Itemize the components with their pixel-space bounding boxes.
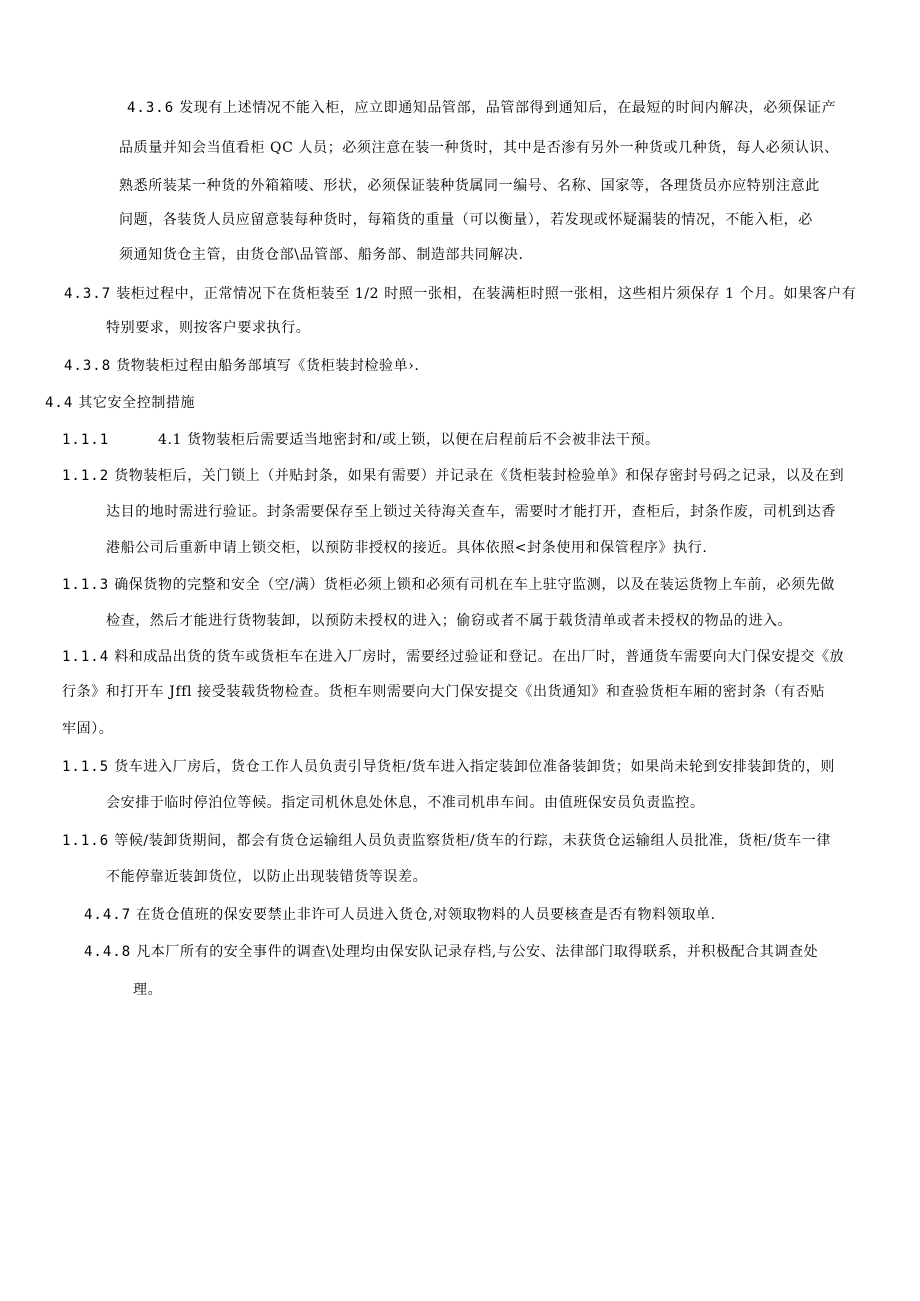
clause-number: 1.1.6 (62, 833, 110, 849)
paragraph-line: 4.1 货物装柜后需要适当地密封和/或上锁，以便在启程前后不会被非法干预。 (158, 432, 660, 448)
clause-number: 1.1.2 (62, 468, 110, 484)
paragraph-line (84, 945, 818, 959)
clause-text: 货物装柜过程由船务部填写《货柜装封检验单›. (111, 358, 420, 374)
clause-number: 1.1.1 (62, 432, 110, 448)
paragraph-line (62, 578, 835, 592)
clause-number: 4.3.7 (64, 286, 112, 302)
section-heading (45, 396, 195, 410)
clause-number: 4.4.8 (84, 944, 132, 960)
clause-number: 1.1.5 (62, 759, 110, 775)
paragraph-line: 牢固）。 (62, 721, 114, 737)
paragraph-line (64, 359, 419, 373)
clause-text: 料和成品出货的货车或货柜车在进入厂房时，需要经过验证和登记。在出厂时，普通货车需要向大门保安提交《放 (109, 649, 845, 665)
paragraph-line (84, 908, 716, 922)
paragraph-line: 问题，各装货人员应留意装每种货时，每箱货的重量（可以衡量），若发现或怀疑漏装的情况，不能入柜，必 (119, 212, 813, 228)
clause-number: 1.1.3 (62, 577, 110, 593)
paragraph-line (62, 760, 835, 774)
paragraph-line: 熟悉所装某一种货的外箱箱唛、形状，必须保证装种货属同一编号、名称、国家等，各理货员亦应特别注意此 (119, 178, 820, 194)
paragraph-line: 品质量并知会当值看柜 QC 人员；必须注意在装一种货时，其中是否渗有另外一种货或几种货，每人必须认识、 (119, 140, 839, 156)
paragraph-line: 检查，然后才能进行货物装卸，以预防未授权的进入；偷窃或者不属于载货清单或者未授权的物品的进入。 (106, 613, 793, 629)
paragraph-line: 不能停靠近装卸货位，以防止出现装错货等误差。 (106, 869, 428, 885)
paragraph-line (127, 101, 836, 115)
section-title: 其它安全控制措施 (73, 395, 196, 411)
clause-number: 4.4.7 (84, 907, 132, 923)
paragraph-line: 理。 (133, 982, 163, 998)
section-number: 4.4 (45, 395, 74, 411)
clause-number: 4.3.6 (127, 100, 175, 116)
clause-text: 货物装柜后，关门锁上（并贴封条，如果有需要）并记录在《货柜装封检验单》和保存密封号码之记录，以及在到 (109, 468, 845, 484)
clause-number: 1.1.4 (62, 649, 110, 665)
paragraph-line: 港船公司后重新申请上锁交柜，以预防非授权的接近。具体依照<封条使用和保管程序》执行. (106, 540, 708, 556)
paragraph-line: 行条》和打开车 Jffl 接受装载货物检查。货柜车则需要向大门保安提交《出货通知》和查验货柜车厢的密封条（有否贴 (62, 684, 825, 700)
clause-text: 确保货物的完整和安全（空/满）货柜必须上锁和必须有司机在车上驻守监测，以及在装运货物上车前，必须先做 (109, 577, 835, 593)
clause-text: 装柜过程中，正常情况下在货柜装至 1/2 时照一张相，在装满柜时照一张相，这些相片须保存 1 个月。如果客户有 (111, 286, 857, 302)
paragraph-line (62, 433, 109, 447)
clause-text: 货车进入厂房后，货仓工作人员负责引导货柜/货车进入指定装卸位准备装卸货；如果尚未轮到安排装卸货的，则 (109, 759, 835, 775)
clause-text: 凡本厂所有的安全事件的调查\处理均由保安队记录存档,与公安、法律部门取得联系，并积极配合其调查处 (131, 944, 819, 960)
clause-text: 发现有上述情况不能入柜，应立即通知品管部，品管部得到通知后，在最短的时间内解决，必须保证产 (174, 100, 837, 116)
paragraph-line: 达目的地时需进行验证。封条需要保存至上锁过关待海关查车，需要时才能打开，查柜后，封条作废，司机到达香 (106, 504, 836, 520)
clause-number: 4.3.8 (64, 358, 112, 374)
paragraph-line: 须通知货仓主管，由货仓部\品管部、船务部、制造部共同解决. (119, 247, 524, 263)
paragraph-line (64, 287, 856, 301)
paragraph-line: 会安排于临时停泊位等候。指定司机休息处休息，不准司机串车间。由值班保安员负责监控。 (106, 795, 705, 811)
paragraph-line (62, 469, 844, 483)
clause-text: 等候/装卸货期间，都会有货仓运输组人员负责监察货柜/货车的行踪，未获货仓运输组人员批准，货柜/货车一律 (109, 833, 831, 849)
paragraph-line (62, 834, 831, 848)
paragraph-line: 特别要求，则按客户要求执行。 (106, 320, 311, 336)
clause-text: 在货仓值班的保安要禁止非许可人员进入货仓,对领取物料的人员要核查是否有物料领取单. (131, 907, 716, 923)
paragraph-line (62, 650, 844, 664)
